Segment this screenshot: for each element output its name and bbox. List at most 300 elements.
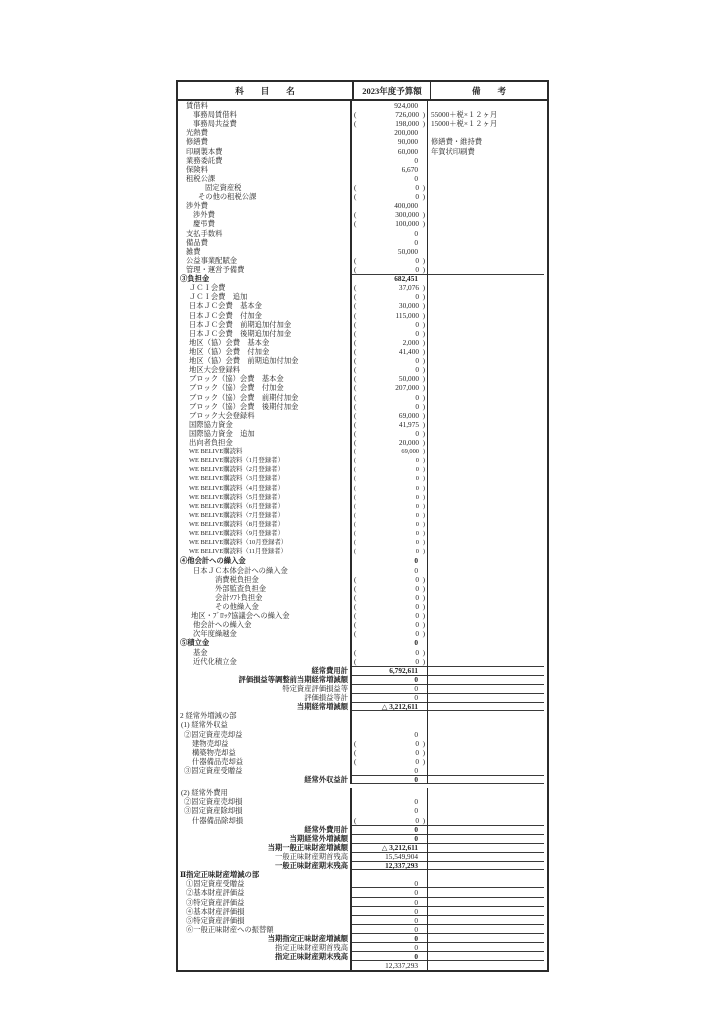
table-row xyxy=(178,870,547,879)
item-name-cell: 事務局共益費 xyxy=(178,119,352,128)
table-row xyxy=(178,201,547,210)
amount-cell xyxy=(352,529,428,538)
item-name-cell: WE BELIVE購読料（2月登録者） xyxy=(178,465,352,474)
item-name-cell: ③固定資産受贈益 xyxy=(178,766,352,775)
table-row xyxy=(178,474,547,483)
paren-open: ( xyxy=(354,283,357,293)
item-name-cell: 当期指定正味財産増減額 xyxy=(178,934,352,943)
amount-value: 0 xyxy=(414,806,418,816)
header-budget-amount: 2023年度予算額 xyxy=(354,82,431,99)
item-name-cell: 地区（協）会費 前期追加付加金 xyxy=(178,356,352,365)
remarks-cell xyxy=(428,229,544,238)
table-row xyxy=(178,602,547,611)
item-name-cell: 慶弔費 xyxy=(178,219,352,228)
item-name-cell: 保険料 xyxy=(178,165,352,174)
table-header-row xyxy=(178,82,547,101)
amount-value: 0 xyxy=(415,319,419,329)
amount-cell xyxy=(352,952,428,961)
remarks-cell xyxy=(428,888,544,897)
item-name-cell: 当期一般正味財産増減額 xyxy=(178,843,352,852)
amount-cell xyxy=(352,898,428,907)
remarks-cell xyxy=(428,720,544,729)
paren-close: ) xyxy=(422,192,425,202)
item-name-cell: 公益事業配賦金 xyxy=(178,256,352,265)
amount-value: △ 3,212,611 xyxy=(381,702,418,712)
amount-value: 0 xyxy=(415,629,419,639)
paren-open: ( xyxy=(354,457,357,465)
item-name-cell: 修繕費 xyxy=(178,137,352,146)
item-name-cell: その他繰入金 xyxy=(178,602,352,611)
remarks-cell xyxy=(428,575,544,584)
item-name-cell: WE BELIVE購読料（7月登録者） xyxy=(178,511,352,520)
remarks-cell xyxy=(428,629,544,638)
remarks-cell: 年賀状印刷費 xyxy=(431,146,475,156)
amount-value: 0 xyxy=(415,475,419,483)
remarks-cell xyxy=(428,693,544,702)
remarks-cell xyxy=(428,347,544,356)
paren-open: ( xyxy=(354,301,357,311)
amount-cell xyxy=(352,147,428,156)
amount-cell xyxy=(352,311,428,320)
item-name-cell xyxy=(178,961,352,970)
table-row xyxy=(178,137,547,146)
amount-value: 0 xyxy=(415,656,419,666)
amount-cell xyxy=(352,374,428,383)
paren-open: ( xyxy=(354,219,357,229)
amount-cell xyxy=(352,119,428,128)
table-row xyxy=(178,657,547,666)
amount-cell xyxy=(352,602,428,611)
item-name-cell: 地区大会登録料 xyxy=(178,365,352,374)
remarks-cell xyxy=(428,870,544,879)
amount-value: 0 xyxy=(415,574,419,584)
amount-cell xyxy=(352,502,428,511)
table-row xyxy=(178,766,547,775)
remarks-cell xyxy=(428,593,544,602)
amount-cell xyxy=(352,888,428,897)
remarks-cell xyxy=(428,474,544,483)
item-name-cell: 地区・ﾌﾞﾛｯｸ協議会への繰入金 xyxy=(178,611,352,620)
table-row xyxy=(178,156,547,165)
paren-close: ) xyxy=(422,457,425,465)
remarks-cell xyxy=(428,834,544,843)
paren-open: ( xyxy=(354,583,357,593)
item-name-cell: WE BELIVE購読料（5月登録者） xyxy=(178,493,352,502)
remarks-cell xyxy=(428,493,544,502)
table-row xyxy=(178,916,547,925)
amount-value: 0 xyxy=(415,466,419,474)
table-row xyxy=(178,447,547,456)
paren-close: ) xyxy=(422,502,425,510)
amount-cell xyxy=(352,474,428,483)
item-name-cell: 什器備品売却益 xyxy=(178,757,352,766)
amount-cell xyxy=(352,256,428,265)
table-row xyxy=(178,575,547,584)
amount-cell xyxy=(352,575,428,584)
amount-cell xyxy=(352,411,428,420)
amount-cell xyxy=(352,438,428,447)
amount-value: 69,000 xyxy=(398,410,419,420)
paren-open: ( xyxy=(354,210,357,220)
paren-close: ) xyxy=(422,428,425,438)
amount-value: 50,000 xyxy=(398,374,419,384)
amount-cell xyxy=(352,925,428,934)
amount-value: 0 xyxy=(415,815,419,825)
table-row xyxy=(178,748,547,757)
item-name-cell: 特定資産評価損益等 xyxy=(178,684,352,693)
paren-close: ) xyxy=(422,592,425,602)
paren-open: ( xyxy=(354,484,357,492)
amount-value: 0 xyxy=(414,924,418,934)
table-row xyxy=(178,438,547,447)
item-name-cell: ＪＣＩ会費 xyxy=(178,283,352,292)
table-row xyxy=(178,711,547,720)
amount-cell xyxy=(352,493,428,502)
paren-close: ) xyxy=(422,466,425,474)
amount-value: 0 xyxy=(414,933,418,943)
paren-close: ) xyxy=(422,738,425,748)
amount-cell xyxy=(352,265,428,274)
amount-cell xyxy=(352,393,428,402)
amount-value: 0 xyxy=(415,328,419,338)
paren-open: ( xyxy=(354,475,357,483)
paren-open: ( xyxy=(354,337,357,347)
item-name-cell: 経常外収益計 xyxy=(178,775,352,784)
amount-value: 0 xyxy=(415,484,419,492)
table-row xyxy=(178,265,547,274)
amount-value: 0 xyxy=(414,797,418,807)
paren-close: ) xyxy=(422,392,425,402)
amount-cell xyxy=(352,556,428,565)
amount-value: 0 xyxy=(414,173,418,183)
amount-cell xyxy=(352,961,428,970)
paren-close: ) xyxy=(422,119,425,129)
paren-open: ( xyxy=(354,328,357,338)
paren-open: ( xyxy=(354,521,357,529)
amount-value: 0 xyxy=(415,502,419,510)
table-row xyxy=(178,238,547,247)
remarks-cell xyxy=(428,520,544,529)
item-name-cell: ②基本財産評価益 xyxy=(178,888,352,897)
remarks-cell xyxy=(428,465,544,474)
item-name-cell: 外部監査負担金 xyxy=(178,584,352,593)
amount-cell xyxy=(352,834,428,843)
item-name-cell: 経常費用計 xyxy=(178,666,352,675)
paren-close: ) xyxy=(422,815,425,825)
table-row xyxy=(178,229,547,238)
remarks-cell xyxy=(428,879,544,888)
remarks-cell xyxy=(428,356,544,365)
amount-cell xyxy=(352,825,428,834)
item-name-cell: WE BELIVE購読料（4月登録者） xyxy=(178,484,352,493)
paren-open: ( xyxy=(354,419,357,429)
amount-value: 0 xyxy=(414,952,418,962)
paren-close: ) xyxy=(422,448,425,456)
amount-value: 0 xyxy=(414,943,418,953)
paren-close: ) xyxy=(422,383,425,393)
amount-cell xyxy=(352,870,428,879)
amount-value: 30,000 xyxy=(398,301,419,311)
item-name-cell: 業務委託費 xyxy=(178,156,352,165)
amount-value: 0 xyxy=(415,592,419,602)
table-row xyxy=(178,797,547,806)
item-name-cell: その他の租税公課 xyxy=(178,192,352,201)
amount-cell xyxy=(352,347,428,356)
table-row xyxy=(178,502,547,511)
remarks-cell xyxy=(428,292,544,301)
table-row xyxy=(178,961,547,970)
item-name-cell: 会計ｿﾌﾄ負担金 xyxy=(178,593,352,602)
table-row xyxy=(178,210,547,219)
amount-value: 0 xyxy=(414,879,418,889)
amount-cell xyxy=(352,465,428,474)
amount-value: 0 xyxy=(415,292,419,302)
item-name-cell: 日本ＪＣ会費 後期追加付加金 xyxy=(178,329,352,338)
amount-cell xyxy=(352,593,428,602)
paren-close: ) xyxy=(422,374,425,384)
table-row xyxy=(178,584,547,593)
item-name-cell: 日本ＪＣ会費 基本金 xyxy=(178,301,352,310)
amount-value: 0 xyxy=(414,833,418,843)
table-row xyxy=(178,183,547,192)
paren-open: ( xyxy=(354,530,357,538)
table-row xyxy=(178,666,547,675)
amount-value: 0 xyxy=(414,237,418,247)
table-row xyxy=(178,128,547,137)
item-name-cell: 指定正味財産期首残高 xyxy=(178,943,352,952)
paren-close: ) xyxy=(422,219,425,229)
paren-close: ) xyxy=(422,346,425,356)
paren-close: ) xyxy=(422,319,425,329)
amount-value: 0 xyxy=(415,255,419,265)
remarks-cell xyxy=(428,256,544,265)
paren-close: ) xyxy=(422,255,425,265)
paren-close: ) xyxy=(422,401,425,411)
paren-close: ) xyxy=(422,539,425,547)
amount-cell xyxy=(352,365,428,374)
amount-value: 0 xyxy=(414,155,418,165)
amount-value: 0 xyxy=(415,182,419,192)
budget-table xyxy=(176,80,549,972)
table-row xyxy=(178,329,547,338)
table-row xyxy=(178,788,547,797)
table-row xyxy=(178,593,547,602)
item-name-cell: WE BELIVE購読料（8月登録者） xyxy=(178,520,352,529)
paren-open: ( xyxy=(354,620,357,630)
remarks-cell xyxy=(428,411,544,420)
remarks-cell xyxy=(428,238,544,247)
amount-value: 60,000 xyxy=(397,146,418,156)
table-row xyxy=(178,147,547,156)
amount-value: 0 xyxy=(415,457,419,465)
paren-open: ( xyxy=(354,192,357,202)
remarks-cell xyxy=(428,156,544,165)
amount-cell xyxy=(352,283,428,292)
amount-value: 0 xyxy=(414,775,418,785)
item-name-cell: 評価損益等調整前当期経常増減額 xyxy=(178,675,352,684)
amount-value: 682,451 xyxy=(394,274,418,284)
amount-cell xyxy=(352,183,428,192)
item-name-cell: (1) 経常外収益 xyxy=(178,720,352,729)
item-name-cell: ＪＣＩ会費 追加 xyxy=(178,292,352,301)
table-row xyxy=(178,629,547,638)
remarks-cell xyxy=(428,174,544,183)
table-row xyxy=(178,165,547,174)
remarks-cell xyxy=(428,684,544,693)
remarks-cell xyxy=(428,806,544,815)
amount-cell xyxy=(352,210,428,219)
item-name-cell: 渉外費 xyxy=(178,201,352,210)
table-row xyxy=(178,538,547,547)
paren-close: ) xyxy=(422,747,425,757)
amount-cell xyxy=(352,402,428,411)
item-name-cell: 消費税負担金 xyxy=(178,575,352,584)
item-name-cell: WE BELIVE購読料（1月登録者） xyxy=(178,456,352,465)
paren-close: ) xyxy=(422,301,425,311)
amount-value: 0 xyxy=(415,530,419,538)
amount-value: 0 xyxy=(415,192,419,202)
remarks-cell xyxy=(428,748,544,757)
amount-value: 0 xyxy=(415,428,419,438)
paren-open: ( xyxy=(354,629,357,639)
table-row xyxy=(178,684,547,693)
remarks-cell xyxy=(428,538,544,547)
amount-value: 0 xyxy=(415,401,419,411)
table-rows xyxy=(178,101,547,970)
paren-close: ) xyxy=(422,629,425,639)
item-name-cell: ③固定資産除却損 xyxy=(178,806,352,815)
amount-value: 100,000 xyxy=(395,219,419,229)
table-row xyxy=(178,119,547,128)
table-row xyxy=(178,465,547,474)
amount-cell xyxy=(352,806,428,815)
item-name-cell: 当期経常外増減額 xyxy=(178,834,352,843)
item-name-cell: 租税公課 xyxy=(178,174,352,183)
table-row xyxy=(178,383,547,392)
amount-cell xyxy=(352,484,428,493)
paren-close: ) xyxy=(422,419,425,429)
remarks-cell xyxy=(428,907,544,916)
amount-value: 0 xyxy=(415,264,419,274)
item-name-cell: 備品費 xyxy=(178,238,352,247)
paren-close: ) xyxy=(422,602,425,612)
item-name-cell: 2 経常外増減の部 xyxy=(178,711,352,720)
amount-value: 0 xyxy=(415,521,419,529)
paren-open: ( xyxy=(354,592,357,602)
amount-cell xyxy=(352,420,428,429)
amount-cell xyxy=(352,657,428,666)
amount-cell xyxy=(352,292,428,301)
paren-open: ( xyxy=(354,310,357,320)
remarks-cell xyxy=(428,365,544,374)
amount-cell xyxy=(352,666,428,675)
item-name-cell: WE BELIVE購読料（9月登録者） xyxy=(178,529,352,538)
item-name-cell: 賃借料 xyxy=(178,101,352,110)
amount-cell xyxy=(352,511,428,520)
table-row xyxy=(178,219,547,228)
remarks-cell xyxy=(428,852,544,861)
paren-close: ) xyxy=(422,310,425,320)
remarks-cell xyxy=(428,511,544,520)
amount-cell xyxy=(352,383,428,392)
amount-cell xyxy=(352,797,428,806)
amount-cell xyxy=(352,538,428,547)
amount-value: 300,000 xyxy=(395,210,419,220)
paren-open: ( xyxy=(354,428,357,438)
table-row xyxy=(178,675,547,684)
remarks-cell xyxy=(428,825,544,834)
paren-close: ) xyxy=(422,493,425,501)
remarks-cell xyxy=(428,952,544,961)
amount-cell xyxy=(352,547,428,556)
table-row xyxy=(178,192,547,201)
paren-close: ) xyxy=(422,583,425,593)
remarks-cell xyxy=(428,638,544,647)
amount-value: 0 xyxy=(414,888,418,898)
item-name-cell: (2) 経常外費用 xyxy=(178,788,352,797)
item-name-cell: ④他会計への繰入金 xyxy=(178,556,352,565)
amount-cell xyxy=(352,566,428,575)
amount-value: 0 xyxy=(414,565,418,575)
table-row xyxy=(178,611,547,620)
table-row xyxy=(178,493,547,502)
paren-open: ( xyxy=(354,292,357,302)
amount-cell xyxy=(352,629,428,638)
table-row xyxy=(178,806,547,815)
item-name-cell: 地区（協）会費 付加金 xyxy=(178,347,352,356)
amount-value: 924,000 xyxy=(394,101,418,110)
remarks-cell xyxy=(428,274,544,283)
remarks-cell xyxy=(428,861,544,870)
amount-value: 12,337,293 xyxy=(385,961,418,971)
paren-open: ( xyxy=(354,466,357,474)
table-row xyxy=(178,338,547,347)
table-row xyxy=(178,520,547,529)
item-name-cell: 渉外費 xyxy=(178,210,352,219)
remarks-cell xyxy=(428,611,544,620)
amount-value: 50,000 xyxy=(397,246,418,256)
amount-value: 15,549,904 xyxy=(385,851,418,861)
paren-close: ) xyxy=(422,337,425,347)
amount-value: 2,000 xyxy=(402,337,419,347)
amount-value: 41,975 xyxy=(398,419,419,429)
amount-cell xyxy=(352,274,428,283)
amount-cell xyxy=(352,320,428,329)
table-row xyxy=(178,274,547,283)
paren-close: ) xyxy=(422,438,425,448)
table-row xyxy=(178,693,547,702)
remarks-cell xyxy=(428,657,544,666)
amount-cell xyxy=(352,456,428,465)
paren-open: ( xyxy=(354,502,357,510)
amount-cell xyxy=(352,101,428,110)
remarks-cell xyxy=(428,943,544,952)
paren-open: ( xyxy=(354,574,357,584)
remarks-cell xyxy=(428,566,544,575)
remarks-cell: 15000＋税×１２ヶ月 xyxy=(431,119,498,129)
item-name-cell: ⑤特定資産評価損 xyxy=(178,916,352,925)
table-row xyxy=(178,429,547,438)
paren-open: ( xyxy=(354,511,357,519)
paren-close: ) xyxy=(422,574,425,584)
amount-value: 0 xyxy=(415,392,419,402)
amount-value: 0 xyxy=(415,738,419,748)
paren-close: ) xyxy=(422,328,425,338)
amount-cell xyxy=(352,852,428,861)
paren-close: ) xyxy=(422,283,425,293)
paren-close: ) xyxy=(422,292,425,302)
amount-value: 0 xyxy=(414,638,418,648)
